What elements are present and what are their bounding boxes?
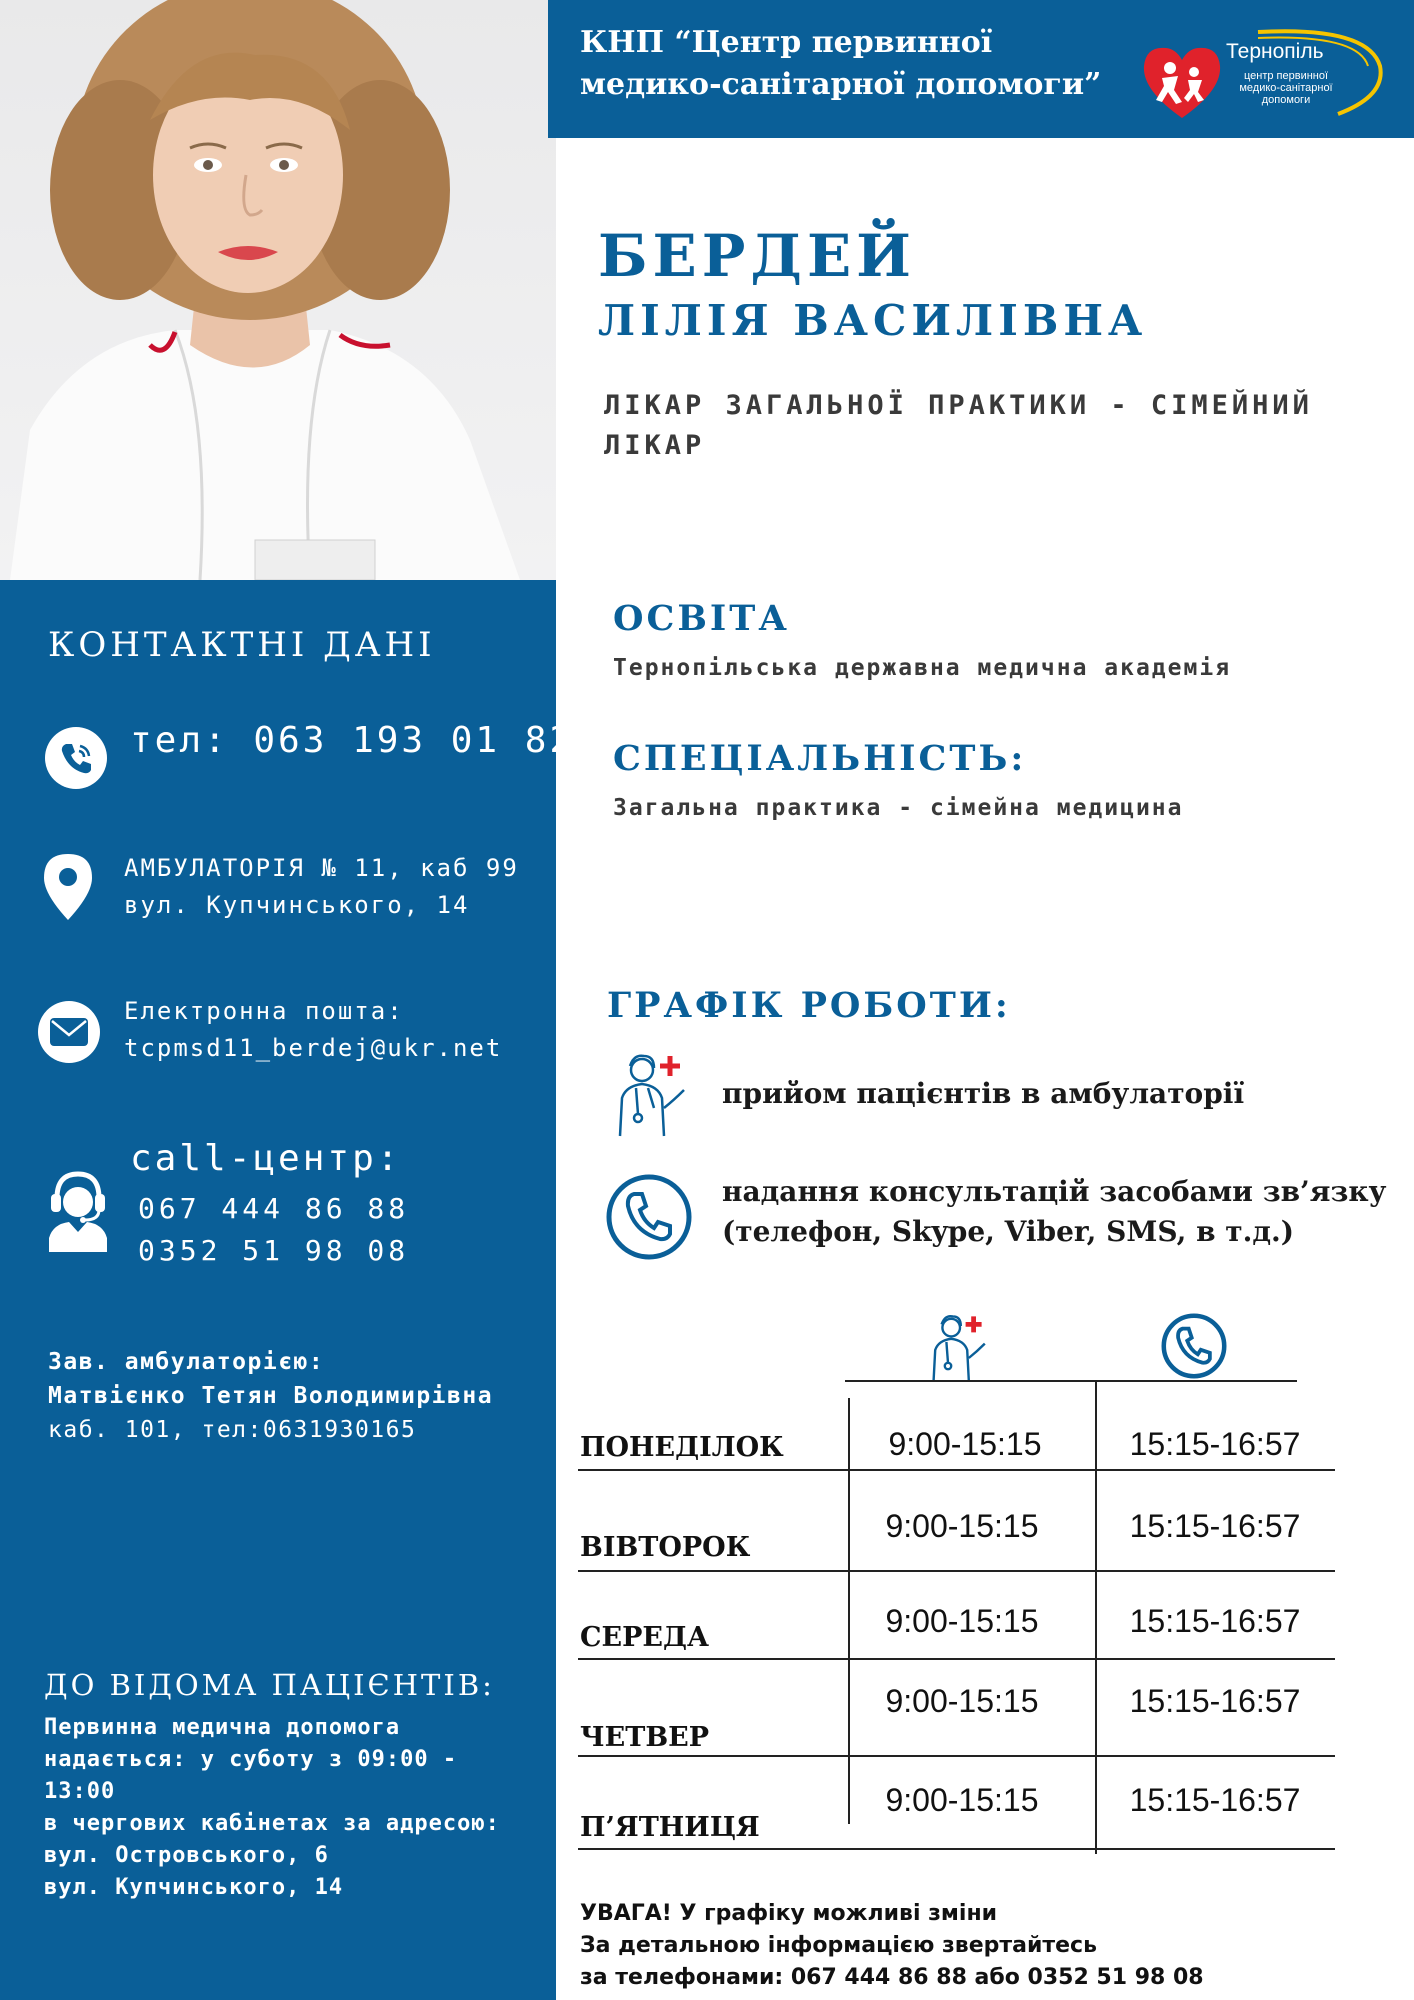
table-clinic-hours: 9:00-15:15	[885, 1683, 1039, 1719]
email-icon	[38, 1001, 100, 1063]
table-row-rule	[578, 1848, 1335, 1850]
legend-remote-line2: (телефон, Skype, Viber, SMS, в т.д.)	[722, 1215, 1295, 1248]
table-remote-hours: 15:15-16:57	[1129, 1603, 1301, 1639]
address-line1: АМБУЛАТОРІЯ № 11, каб 99	[124, 854, 519, 882]
table-clinic-hours: 9:00-15:15	[888, 1426, 1042, 1462]
notice-line: в чергових кабінетах за адресою:	[44, 1811, 500, 1836]
notice-title: ДО ВІДОМА ПАЦІЄНТІВ:	[44, 1668, 495, 1702]
legend-in-clinic: прийом пацієнтів в амбулаторії	[722, 1077, 1245, 1110]
doctor-surname: БЕРДЕЙ	[598, 222, 916, 290]
education-value: Тернопільська державна медична академія	[613, 655, 1232, 681]
notice-line: надається: у суботу з 09:00 -	[44, 1747, 458, 1772]
table-day: П’ЯТНИЦЯ	[580, 1812, 760, 1843]
email-address[interactable]: tcpmsd11_berdej@ukr.net	[124, 1034, 503, 1062]
call-center-phone-1[interactable]: 067 444 86 88	[138, 1192, 410, 1225]
footer-notice	[580, 1898, 1204, 1994]
table-clinic-hours: 9:00-15:15	[885, 1508, 1039, 1544]
doctor-position	[604, 386, 1364, 466]
doctor-given-names: ЛІЛІЯ ВАСИЛІВНА	[598, 296, 1148, 345]
table-row-rule	[578, 1469, 1335, 1471]
table-header-rule	[845, 1380, 1297, 1382]
legend-remote-line1: надання консультацій засобами зв’язку	[722, 1175, 1387, 1208]
table-remote-hours: 15:15-16:57	[1129, 1683, 1301, 1719]
location-pin-icon	[42, 852, 94, 926]
table-remote-hours: 15:15-16:57	[1129, 1782, 1301, 1818]
table-clinic-hours: 9:00-15:15	[885, 1782, 1039, 1818]
phone-icon	[45, 727, 107, 789]
specialty-title: СПЕЦІАЛЬНІСТЬ:	[613, 738, 1027, 779]
notice-body	[44, 1712, 524, 1904]
doctor-position-line2: ЛІКАР	[604, 430, 706, 461]
table-row-rule	[578, 1658, 1335, 1660]
table-remote-hours: 15:15-16:57	[1129, 1508, 1301, 1544]
education-title: ОСВІТА	[613, 598, 790, 639]
notice-line: Первинна медична допомога	[44, 1715, 401, 1740]
doctor-photo	[0, 0, 556, 580]
table-day: ЧЕТВЕР	[580, 1722, 710, 1753]
organization-name	[580, 22, 1101, 106]
schedule-title: ГРАФІК РОБОТИ:	[607, 985, 1011, 1026]
phone-consultation-icon	[604, 1172, 694, 1266]
address-block	[124, 850, 519, 924]
doctor-phone[interactable]: тел: 063 193 01 82	[130, 720, 575, 761]
email-label: Електронна пошта:	[124, 997, 404, 1025]
clinic-head-block	[48, 1345, 493, 1447]
logo-city: Тернопіль	[1226, 40, 1324, 63]
organization-name-line2: медико-санітарної допомоги”	[580, 67, 1102, 102]
call-center-operator-icon	[45, 1168, 111, 1256]
table-row-rule	[578, 1570, 1335, 1572]
heart-family-logo-icon	[1140, 44, 1224, 124]
column-phone-icon	[1160, 1312, 1228, 1384]
clinic-head-name: Матвієнко Тетян Володимирівна	[48, 1383, 494, 1409]
legend-remote	[722, 1172, 1386, 1252]
organization-name-line1: КНП “Центр первинної	[580, 25, 993, 60]
call-center-phone-2[interactable]: 0352 51 98 08	[138, 1234, 410, 1267]
table-clinic-hours: 9:00-15:15	[885, 1603, 1039, 1639]
notice-line: вул. Островського, 6	[44, 1843, 329, 1868]
specialty-value: Загальна практика - сімейна медицина	[613, 795, 1184, 821]
column-clinic-icon	[922, 1310, 998, 1386]
logo-subtitle: центр первинної медико-санітарної допомоги	[1239, 70, 1333, 106]
call-center-label: call-центр:	[130, 1138, 402, 1179]
clinic-head-label: Зав. амбулаторією:	[48, 1349, 325, 1375]
notice-line: 13:00	[44, 1779, 116, 1804]
doctor-clinic-icon	[608, 1048, 698, 1142]
table-remote-hours: 15:15-16:57	[1129, 1426, 1301, 1462]
notice-line: вул. Купчинського, 14	[44, 1875, 344, 1900]
table-day: СЕРЕДА	[580, 1622, 709, 1653]
clinic-head-contact: каб. 101, тел:0631930165	[48, 1417, 417, 1443]
doctor-position-line1: ЛІКАР ЗАГАЛЬНОЇ ПРАКТИКИ - СІМЕЙНИЙ	[604, 390, 1313, 421]
call-center-numbers	[138, 1188, 409, 1272]
contacts-title: КОНТАКТНІ ДАНІ	[48, 625, 436, 665]
table-day: ПОНЕДІЛОК	[580, 1432, 784, 1463]
footer-line3: за телефонами: 067 444 86 88 або 0352 51 98 08	[580, 1965, 1204, 1990]
footer-line1: УВАГА! У графіку можливі зміни	[580, 1901, 998, 1926]
footer-line2: За детальною інформацією звертайтесь	[580, 1933, 1098, 1958]
email-block	[124, 993, 502, 1067]
table-day: ВІВТОРОК	[580, 1532, 751, 1563]
address-line2: вул. Купчинського, 14	[124, 891, 470, 919]
table-row-rule	[578, 1755, 1335, 1757]
